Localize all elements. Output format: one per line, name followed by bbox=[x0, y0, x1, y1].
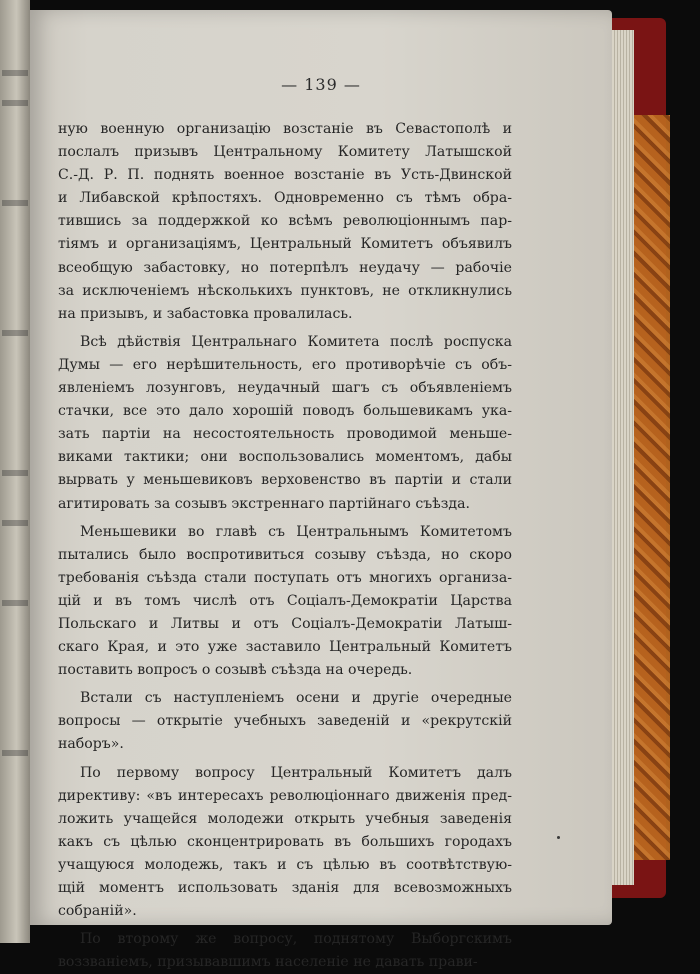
text-line: послалъ призывъ Центральному Комитету Латышской bbox=[58, 144, 512, 161]
text-line: агитировать за созывъ экстреннаго партійнаго съѣзда. bbox=[58, 495, 470, 512]
text-line: требованія съѣзда стали поступать отъ многихъ организа- bbox=[58, 569, 512, 586]
page-number: — 139 — bbox=[281, 75, 361, 94]
text-line: цій и въ томъ числѣ отъ Соціалъ-Демократіи Царства bbox=[58, 592, 512, 609]
body-text bbox=[58, 118, 512, 974]
text-line: Думы — его нерѣшительность, его противорѣчіе съ объ- bbox=[58, 356, 512, 373]
text-line: щій моментъ использовать зданія для всевозможныхъ bbox=[58, 880, 512, 896]
text-line: пытались было воспротивиться созыву съѣзда, но скоро bbox=[58, 546, 512, 563]
ink-speck bbox=[557, 836, 560, 839]
text-line: Польскаго и Литвы и отъ Соціалъ-Демократіи Латыш- bbox=[58, 615, 512, 632]
text-line: за исключеніемъ нѣсколькихъ пунктовъ, не откликнулись bbox=[58, 282, 512, 299]
text-line: учащуюся молодежь, такъ и съ цѣлью въ соотвѣтствую- bbox=[58, 856, 512, 873]
paragraph bbox=[58, 521, 512, 683]
text-line: вырвать у меньшевиковъ верховенство въ партіи и стали bbox=[58, 472, 512, 489]
paragraph bbox=[58, 687, 512, 756]
text-line: явленіемъ лозунговъ, неудачный шагъ съ объявленіемъ bbox=[58, 380, 512, 397]
text-line: воззваніемъ, призывавшимъ населеніе не давать прави- bbox=[58, 954, 478, 971]
text-line: зать партіи на несостоятельность проводимой меньше- bbox=[58, 426, 512, 443]
text-line: ную военную организацію возстаніе въ Севастополѣ и bbox=[58, 121, 512, 137]
paragraph bbox=[58, 118, 512, 326]
text-line: По второму же вопросу, поднятому Выборгскимъ bbox=[80, 931, 512, 948]
text-line: тившись за поддержкой ко всѣмъ революціоннымъ пар- bbox=[58, 213, 512, 230]
text-line: директиву: «въ интересахъ революціоннаго движенія пред- bbox=[58, 787, 512, 804]
text-line: какъ съ цѣлью сконцентрировать въ большихъ городахъ bbox=[58, 833, 512, 850]
text-line: стачки, все это дало хорошій поводъ большевикамъ ука- bbox=[58, 403, 512, 420]
paragraph bbox=[58, 331, 512, 516]
text-line: виками тактики; они воспользовались моментомъ, дабы bbox=[58, 449, 512, 466]
text-line: Всѣ дѣйствія Центральнаго Комитета послѣ роспуска bbox=[80, 333, 512, 350]
text-line: поставить вопросъ о созывѣ съѣзда на очередь. bbox=[58, 662, 413, 679]
text-line: скаго Края, и это уже заставило Центральный Комитетъ bbox=[58, 639, 512, 656]
text-line: наборъ». bbox=[58, 736, 124, 753]
facing-page-edge bbox=[0, 0, 30, 943]
text-line: на призывъ, и забастовка провалилась. bbox=[58, 305, 353, 322]
text-line: вопросы — открытіе учебныхъ заведеній и «рекрутскій bbox=[58, 713, 512, 730]
marbled-endpaper bbox=[634, 115, 670, 860]
text-line: ложить учащейся молодежи открыть учебныя заведенія bbox=[58, 810, 512, 827]
text-line: тіямъ и организаціямъ, Центральный Комитетъ объявилъ bbox=[58, 236, 512, 253]
page-stack bbox=[612, 30, 634, 885]
text-line: Меньшевики во главѣ съ Центральнымъ Комитетомъ bbox=[80, 523, 512, 540]
text-line: всеобщую забастовку, но потерпѣлъ неудачу — рабочіе bbox=[58, 259, 512, 276]
text-line: По первому вопросу Центральный Комитетъ далъ bbox=[80, 764, 512, 781]
text-line: и Либавской крѣпостяхъ. Одновременно съ тѣмъ обра- bbox=[58, 190, 512, 207]
paragraph bbox=[58, 762, 512, 924]
text-line: Встали съ наступленіемъ осени и другіе очередные bbox=[80, 690, 512, 707]
book-page bbox=[30, 10, 612, 971]
paragraph bbox=[58, 928, 512, 974]
text-line: собраній». bbox=[58, 903, 137, 920]
text-line: С.-Д. Р. П. поднять военное возстаніе въ Усть-Двинской bbox=[58, 167, 512, 184]
